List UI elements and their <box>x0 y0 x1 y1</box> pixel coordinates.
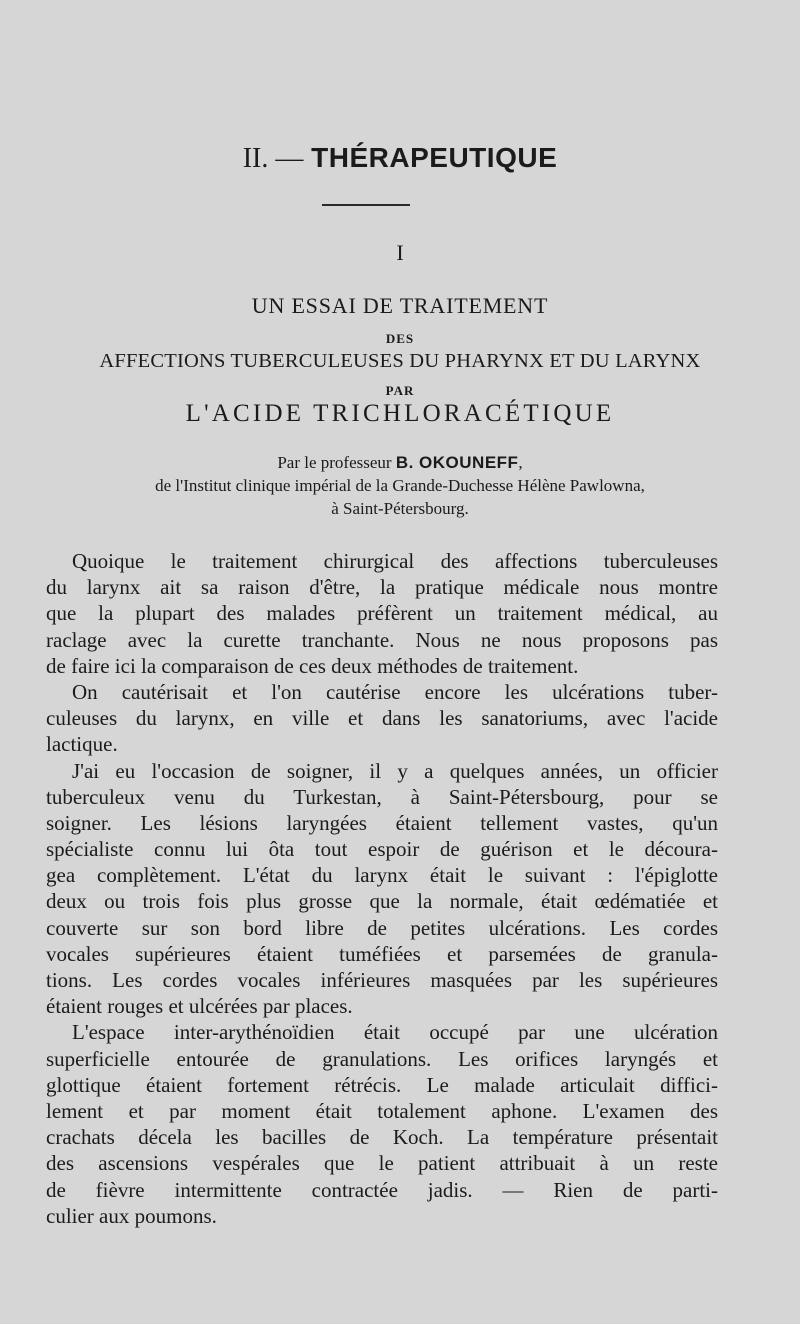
byline-suffix: , <box>518 453 523 472</box>
body-line: J'ai eu l'occasion de soigner, il y a quelques années, un officier <box>72 758 718 783</box>
body-line: crachats décela les bacilles de Koch. La température présentait <box>46 1125 718 1150</box>
article-number: I <box>396 240 404 265</box>
body-line: Quoique le traitement chirurgical des affections tuberculeuses <box>72 549 718 573</box>
body-line: lactique. <box>46 732 118 757</box>
body-line: des ascensions vespérales que le patient attribuait à un reste <box>46 1151 718 1176</box>
body-line: culier aux poumons. <box>46 1203 217 1228</box>
body-line: superficielle entourée de granulations. Les orifices laryngés et <box>46 1046 718 1071</box>
body-line: de fièvre intermittente contractée jadis. — Rien de parti- <box>46 1177 718 1202</box>
body-line: couverte sur son bord libre de petites ulcérations. Les cordes <box>46 915 718 940</box>
article-title-line-2: DES <box>385 331 415 346</box>
body-line: lement et par moment était totalement aphone. L'examen des <box>46 1098 718 1123</box>
section-number: II. — <box>242 143 304 174</box>
body-text <box>46 548 718 1229</box>
body-line: tions. Les cordes vocales inférieures masquées par les supérieures <box>46 968 718 992</box>
body-line: étaient rouges et ulcérées par places. <box>46 994 353 1019</box>
body-line: spécialiste connu lui ôta tout espoir de guérison et le découra- <box>46 837 718 862</box>
body-line: deux ou trois fois plus grosse que la normale, était œdématiée et <box>46 889 718 914</box>
author-name: B. OKOUNEFF <box>395 453 519 472</box>
body-line: du larynx ait sa raison d'être, la pratique médicale nous montre <box>46 575 718 600</box>
affiliation-line-2: à Saint-Pétersbourg. <box>331 499 469 518</box>
heading-rule <box>322 204 410 206</box>
body-line: gea complètement. L'état du larynx était le suivant : l'épiglotte <box>46 863 718 888</box>
body-line: tuberculeux venu du Turkestan, à Saint-Pétersbourg, pour se <box>46 784 718 809</box>
article-title-line-5: L'ACIDE TRICHLORACÉTIQUE <box>185 400 615 427</box>
byline <box>0 453 800 473</box>
affiliation-line-1: de l'Institut clinique impérial de la Grande-Duchesse Hélène Pawlowna, <box>155 476 645 495</box>
article-title-line-1: UN ESSAI DE TRAITEMENT <box>251 293 549 318</box>
body-line: raclage avec la curette tranchante. Nous ne nous proposons pas <box>46 627 718 652</box>
body-line: L'espace inter-arythénoïdien était occupé par une ulcération <box>72 1020 718 1045</box>
section-title: THÉRAPEUTIQUE <box>311 142 558 173</box>
body-line: glottique étaient fortement rétrécis. Le malade articulait diffici- <box>46 1072 718 1097</box>
body-line: culeuses du larynx, en ville et dans les sanatoriums, avec l'acide <box>46 706 718 731</box>
byline-prefix: Par le professeur <box>277 453 392 472</box>
section-heading <box>0 142 800 175</box>
body-line: On cautérisait et l'on cautérise encore les ulcérations tuber- <box>72 679 718 704</box>
body-line: de faire ici la comparaison de ces deux méthodes de traitement. <box>46 653 579 678</box>
body-line: que la plupart des malades préfèrent un traitement médical, au <box>46 601 718 626</box>
article-title-line-4: PAR <box>385 383 415 398</box>
article-title-line-3: AFFECTIONS TUBERCULEUSES DU PHARYNX ET DU LARYNX <box>99 350 701 372</box>
body-line: soigner. Les lésions laryngées étaient tellement vastes, qu'un <box>46 810 718 835</box>
body-line: vocales supérieures étaient tuméfiées et parsemées de granula- <box>46 941 718 966</box>
